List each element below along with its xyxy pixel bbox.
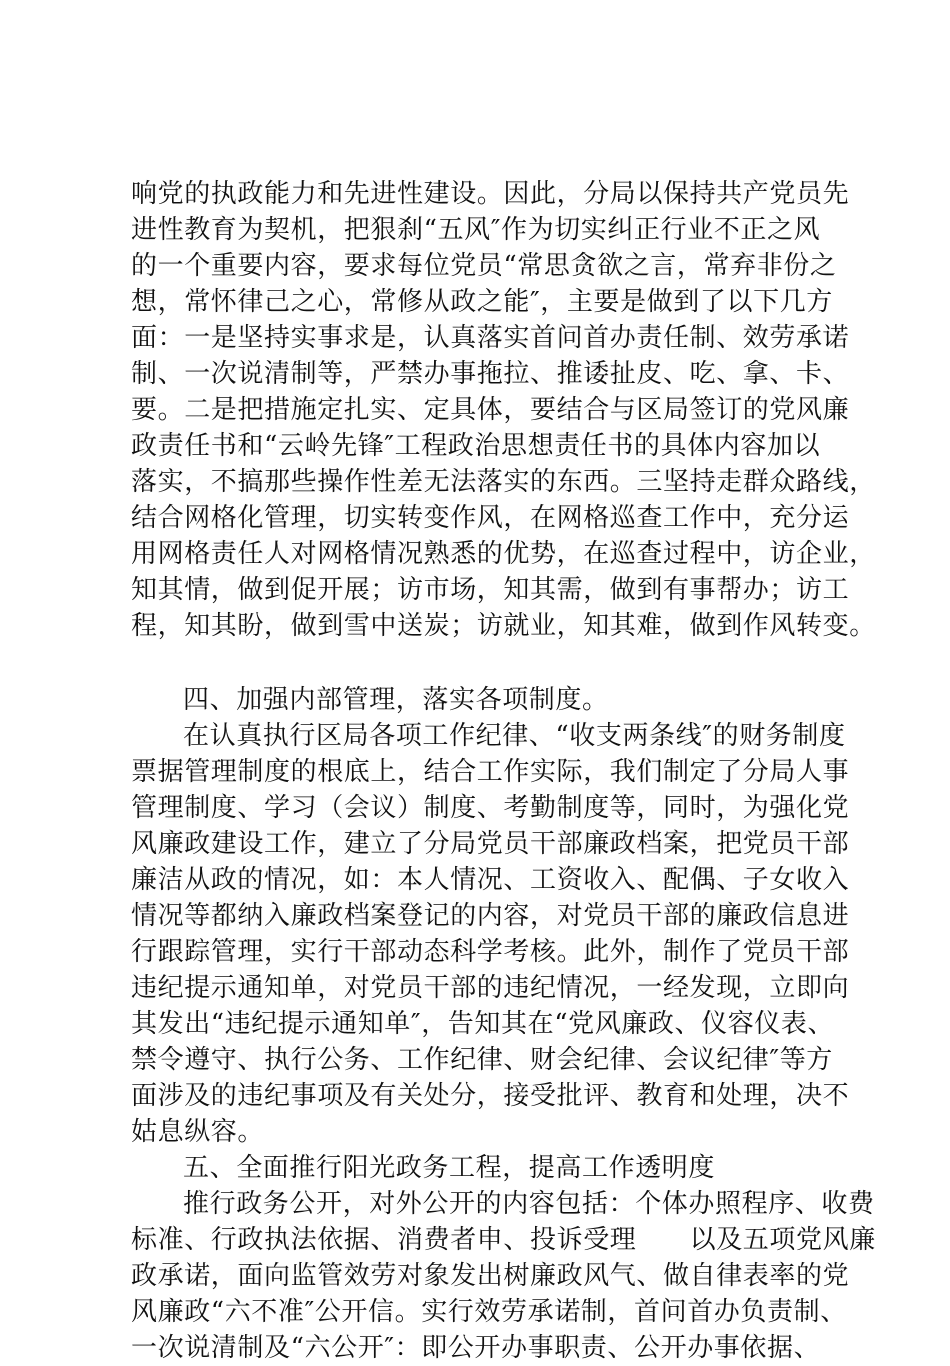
paragraph-line: 在认真执行区局各项工作纪律、“收支两条线″的财务制度 [183, 721, 846, 751]
paragraph-line: 管理制度、学习（会议）制度、考勤制度等，同时，为强化党 [131, 793, 850, 823]
paragraph-line: 落实，不搞那些操作性差无法落实的东西。三坚持走群众路线， [131, 467, 876, 497]
paragraph-line: 要。二是把措施定扎实、定具体，要结合与区局签订的党风廉 [131, 395, 850, 425]
paragraph-line: 面涉及的违纪事项及有关处分，接受批评、教育和处理，决不 [131, 1081, 850, 1111]
paragraph-line: 一次说清制及“六公开″：即公开办事职责、公开办事依据、 [131, 1333, 821, 1363]
paragraph-line: 廉洁从政的情况，如：本人情况、工资收入、配偶、子女收入 [131, 865, 850, 895]
paragraph-line: 违纪提示通知单，对党员干部的违纪情况，一经发现，立即向 [131, 973, 850, 1003]
paragraph-line: 的一个重要内容，要求每位党员“常思贪欲之言，常弃非份之 [131, 251, 837, 281]
paragraph-line: 进性教育为契机，把狠刹“五风″作为切实纠正行业不正之风 [131, 215, 821, 245]
paragraph-line: 面：一是坚持实事求是，认真落实首问首办责任制、效劳承诺 [131, 323, 850, 353]
section-heading: 五、全面推行阳光政务工程，提高工作透明度 [183, 1153, 716, 1183]
paragraph-line: 情况等都纳入廉政档案登记的内容，对党员干部的廉政信息进 [131, 901, 850, 931]
paragraph-line: 票据管理制度的根底上，结合工作实际，我们制定了分局人事 [131, 757, 850, 787]
paragraph-line: 制、一次说清制等，严禁办事拖拉、推诿扯皮、吃、拿、卡、 [131, 359, 850, 389]
paragraph-line: 标准、行政执法依据、消费者申、投诉受理 以及五项党风廉 [131, 1225, 876, 1255]
paragraph-line: 政承诺，面向监管效劳对象发出树廉政风气、做自律表率的党 [131, 1261, 850, 1291]
paragraph-line: 姑息纵容。 [131, 1117, 265, 1147]
paragraph-line: 风廉政建设工作，建立了分局党员干部廉政档案，把党员干部 [131, 829, 850, 859]
paragraph-line: 用网格责任人对网格情况熟悉的优势，在巡查过程中，访企业， [131, 539, 876, 569]
paragraph-line: 推行政务公开，对外公开的内容包括：个体办照程序、收费 [183, 1189, 875, 1219]
paragraph-line: 其发出“违纪提示通知单″，告知其在“党风廉政、仪容仪表、 [131, 1009, 835, 1039]
paragraph-line: 响党的执政能力和先进性建设。因此，分局以保持共产党员先 [131, 179, 850, 209]
paragraph-line: 风廉政“六不准″公开信。实行效劳承诺制，首问首办负责制、 [131, 1297, 847, 1327]
paragraph-line: 政责任书和“云岭先锋″工程政治思想责任书的具体内容加以 [131, 431, 821, 461]
paragraph-line: 程，知其盼，做到雪中送炭；访就业，知其难，做到作风转变。 [131, 611, 876, 641]
paragraph-line: 禁令遵守、执行公务、工作纪律、财会纪律、会议纪律″等方 [131, 1045, 833, 1075]
paragraph-line: 行跟踪管理，实行干部动态科学考核。此外，制作了党员干部 [131, 937, 850, 967]
paragraph-line: 知其情，做到促开展；访市场，知其需，做到有事帮办；访工 [131, 575, 850, 605]
paragraph-line: 结合网格化管理，切实转变作风，在网格巡查工作中，充分运 [131, 503, 850, 533]
section-heading: 四、加强内部管理，落实各项制度。 [183, 685, 609, 715]
paragraph-line: 想，常怀律己之心，常修从政之能″，主要是做到了以下几方 [131, 287, 833, 317]
